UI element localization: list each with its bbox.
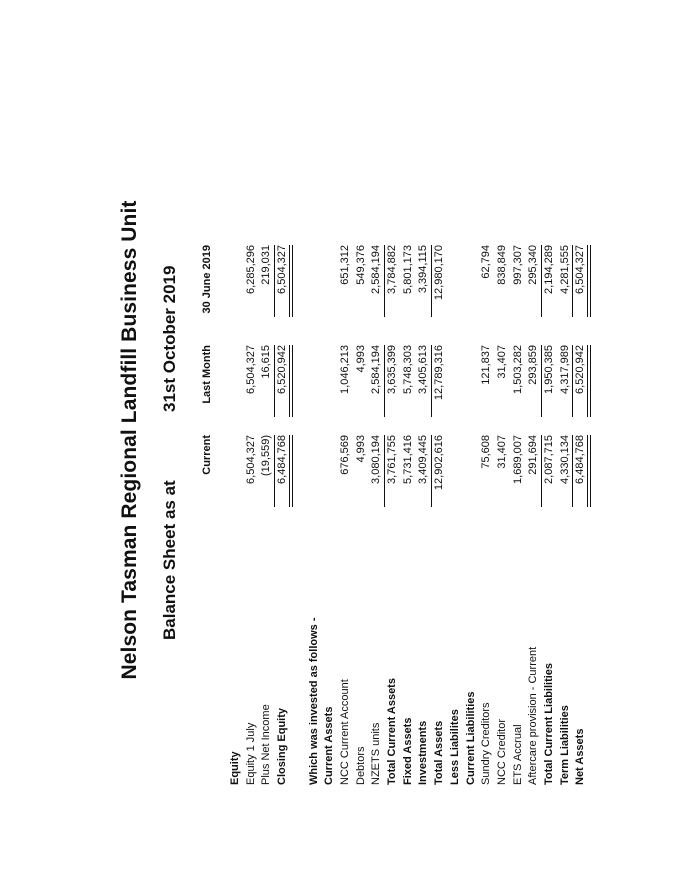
row-value: 62,794 (480, 245, 493, 279)
row-value: 2,584,194 (370, 345, 383, 394)
row-value: 121,837 (480, 345, 493, 385)
rule-line (541, 345, 542, 417)
column-header-30-june-2019: 30 June 2019 (201, 245, 213, 314)
rule-line (587, 345, 588, 417)
row-value: 12,980,170 (433, 245, 446, 301)
rule-line (274, 435, 275, 507)
report-subtitle: Balance Sheet as at (160, 480, 179, 640)
row-value: 75,608 (480, 435, 493, 469)
row-value: 4,317,989 (558, 345, 571, 394)
row-value: 1,046,213 (338, 345, 351, 394)
row-label: Which was invested as follows - (307, 617, 320, 785)
row-value: 6,504,327 (244, 345, 257, 394)
row-value: 3,409,445 (417, 435, 430, 484)
rule-line (431, 345, 432, 417)
rule-line (289, 435, 290, 507)
rule-line (274, 345, 275, 417)
rule-line (572, 345, 573, 417)
rule-line (590, 245, 591, 317)
rule-line (587, 435, 588, 507)
row-label: Net Assets (574, 728, 587, 785)
row-value: 6,520,942 (574, 345, 587, 394)
row-value: 6,520,942 (276, 345, 289, 394)
row-label: ETS Accrual (511, 724, 524, 785)
rule-line (572, 245, 573, 317)
row-value: 295,340 (527, 245, 540, 285)
row-label: Investments (417, 720, 430, 785)
row-label: Less Liabilites (448, 709, 461, 785)
row-value: 4,281,555 (558, 245, 571, 294)
row-value: 12,902,616 (433, 435, 446, 491)
row-label: NZETS units (370, 722, 383, 785)
row-value: 3,635,399 (386, 345, 398, 394)
row-value: 6,504,327 (574, 245, 587, 294)
row-label: Sundry Creditors (480, 702, 493, 785)
row-value: 651,312 (338, 245, 351, 285)
report-date: 31st October 2019 (160, 265, 179, 412)
row-value: 3,405,613 (417, 345, 430, 394)
row-value: 16,615 (260, 345, 273, 379)
row-label: Aftercare provision - Current (527, 646, 540, 785)
row-value: 219,031 (260, 245, 273, 285)
rule-line (292, 245, 293, 317)
rule-line (541, 435, 542, 507)
row-value: 3,761,755 (386, 435, 398, 484)
rule-line (384, 245, 385, 317)
row-value: 6,504,327 (276, 245, 289, 294)
row-label: Equity (229, 751, 241, 785)
column-header-current: Current (201, 435, 213, 475)
row-label: Current Liabilities (464, 691, 477, 785)
rule-line (590, 345, 591, 417)
row-label: Current Assets (323, 706, 336, 785)
column-header-last-month: Last Month (201, 345, 213, 404)
row-label: Plus Net Income (260, 704, 273, 785)
row-label: Total Current Assets (386, 678, 398, 785)
rule-line (431, 245, 432, 317)
row-value: 1,503,282 (511, 345, 524, 394)
row-value: 6,484,768 (276, 435, 289, 484)
row-value: 5,731,416 (401, 435, 414, 484)
row-label: Fixed Assets (401, 717, 414, 785)
rule-line (274, 245, 275, 317)
row-value: 5,748,303 (401, 345, 414, 394)
row-label: Closing Equity (276, 708, 289, 785)
row-value: 3,784,882 (386, 245, 398, 294)
row-label: Total Current Liabilities (543, 662, 555, 785)
row-value: 293,859 (527, 345, 540, 385)
rule-line (289, 345, 290, 417)
row-value: 31,407 (495, 435, 508, 469)
row-value: 997,307 (511, 245, 524, 285)
row-value: 1,950,385 (543, 345, 555, 394)
row-value: 1,689,007 (511, 435, 524, 484)
row-value: 291,694 (527, 435, 540, 475)
row-value: 4,993 (354, 435, 367, 463)
rule-line (590, 435, 591, 507)
row-label: Term Liabilities (558, 705, 571, 785)
row-value: 2,087,715 (543, 435, 555, 484)
rule-line (431, 435, 432, 507)
rule-line (384, 345, 385, 417)
rule-line (572, 435, 573, 507)
row-value: 838,849 (495, 245, 508, 285)
row-value: 2,584,194 (370, 245, 383, 294)
row-value: 676,569 (338, 435, 351, 475)
rule-line (541, 245, 542, 317)
rule-line (292, 435, 293, 507)
rule-line (384, 435, 385, 507)
row-value: 31,407 (495, 345, 508, 379)
rule-line (292, 345, 293, 417)
row-value: (19,559) (260, 435, 273, 476)
report-title: Nelson Tasman Regional Landfill Business Unit (118, 200, 141, 680)
row-value: 549,376 (354, 245, 367, 285)
row-value: 4,330,134 (558, 435, 571, 484)
row-label: Equity 1 July (244, 722, 257, 785)
row-value: 4,993 (354, 345, 367, 373)
row-value: 3,080,194 (370, 435, 383, 484)
row-value: 6,484,768 (574, 435, 587, 484)
rule-line (289, 245, 290, 317)
row-value: 6,504,327 (244, 435, 257, 484)
row-label: NCC Current Account (338, 679, 351, 785)
row-label: Total Assets (433, 720, 446, 785)
row-value: 3,394,115 (417, 245, 430, 294)
row-value: 2,194,289 (543, 245, 555, 294)
rule-line (587, 245, 588, 317)
row-value: 6,285,296 (244, 245, 257, 294)
row-value: 12,789,316 (433, 345, 446, 401)
row-label: NCC Creditor (495, 718, 508, 785)
row-value: 5,801,173 (401, 245, 414, 294)
row-label: Debtors (354, 746, 367, 785)
